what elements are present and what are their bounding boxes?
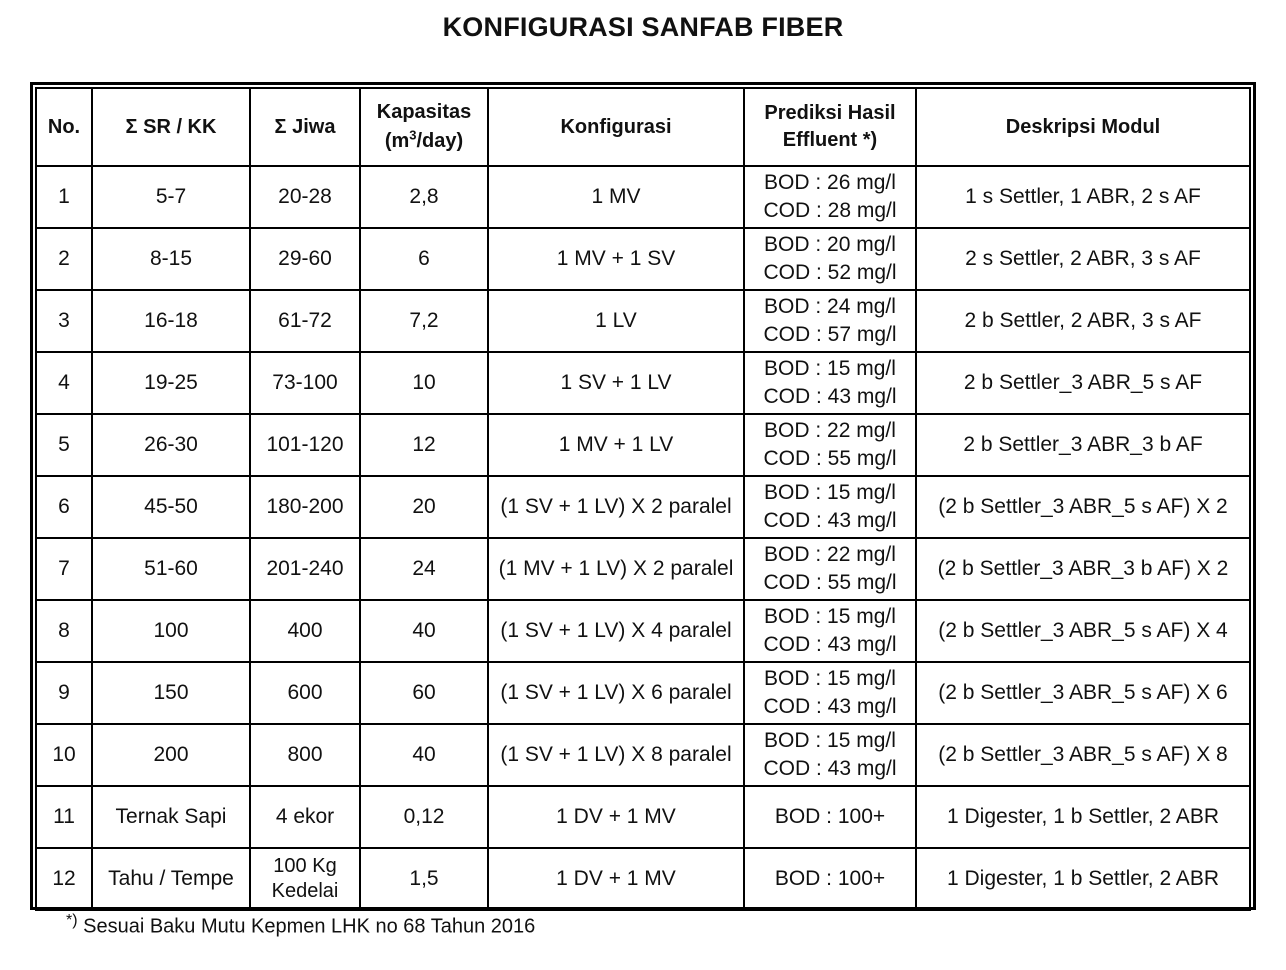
header-no: No.	[36, 88, 92, 166]
header-kapasitas	[360, 88, 488, 166]
bod-value: BOD : 22 mg/l	[764, 542, 896, 566]
cell-jiwa: 73-100	[250, 352, 360, 414]
cell-sr-kk: 100	[92, 600, 250, 662]
cell-sr-kk: Tahu / Tempe	[92, 848, 250, 910]
cell-jiwa: 20-28	[250, 166, 360, 228]
cell-konfigurasi: (1 SV + 1 LV) X 2 paralel	[488, 476, 744, 538]
cell-sr-kk: 51-60	[92, 538, 250, 600]
cod-value: COD : 43 mg/l	[763, 757, 897, 780]
table-row	[36, 166, 1250, 228]
cell-kapasitas: 40	[360, 724, 488, 786]
header-jiwa: Σ Jiwa	[250, 88, 360, 166]
footnote	[66, 912, 535, 939]
header-kapasitas-unit: $(m^3/day)$	[384, 127, 464, 152]
cell-kapasitas: 10	[360, 352, 488, 414]
cell-prediksi	[744, 228, 916, 290]
cell-kapasitas: 12	[360, 414, 488, 476]
cod-value: COD : 57 mg/l	[763, 323, 897, 346]
cod-value: COD : 43 mg/l	[763, 385, 897, 408]
cell-prediksi	[744, 352, 916, 414]
table-row	[36, 352, 1250, 414]
cell-no: 8	[36, 600, 92, 662]
footnote-text: Sesuai Baku Mutu Kepmen LHK no 68 Tahun 2016	[83, 915, 536, 938]
cell-prediksi	[744, 724, 916, 786]
cell-deskripsi: 2 b Settler_3 ABR_3 b AF	[916, 414, 1250, 476]
cell-konfigurasi: (1 SV + 1 LV) X 4 paralel	[488, 600, 744, 662]
cell-no: 9	[36, 662, 92, 724]
cell-prediksi	[744, 600, 916, 662]
cell-prediksi	[744, 786, 916, 848]
cell-no: 7	[36, 538, 92, 600]
cod-value: COD : 55 mg/l	[763, 447, 897, 470]
cell-konfigurasi: (1 SV + 1 LV) X 6 paralel	[488, 662, 744, 724]
bod-value: BOD : 15 mg/l	[764, 728, 896, 752]
cell-kapasitas: 24	[360, 538, 488, 600]
bod-value: BOD : 15 mg/l	[764, 666, 896, 690]
cell-no: 1	[36, 166, 92, 228]
table-row	[36, 600, 1250, 662]
cell-sr-kk: 45-50	[92, 476, 250, 538]
cell-no: 2	[36, 228, 92, 290]
cell-prediksi	[744, 662, 916, 724]
cell-deskripsi: 2 b Settler, 2 ABR, 3 s AF	[916, 290, 1250, 352]
cod-value: COD : 52 mg/l	[763, 261, 897, 284]
cell-jiwa: 61-72	[250, 290, 360, 352]
header-kapasitas-label: Kapasitas	[376, 101, 472, 124]
table-row	[36, 290, 1250, 352]
table-row	[36, 414, 1250, 476]
cod-value: COD : 55 mg/l	[763, 571, 897, 594]
cell-deskripsi: (2 b Settler_3 ABR_5 s AF) X 6	[916, 662, 1250, 724]
cell-no: 11	[36, 786, 92, 848]
cell-jiwa: 800	[250, 724, 360, 786]
cod-value: COD : 28 mg/l	[763, 199, 897, 222]
cell-no: 5	[36, 414, 92, 476]
cell-sr-kk: 26-30	[92, 414, 250, 476]
bod-value: BOD : 100+	[774, 866, 886, 890]
table-row	[36, 476, 1250, 538]
bod-value: BOD : 26 mg/l	[764, 170, 896, 194]
cell-kapasitas: 7,2	[360, 290, 488, 352]
bod-value: BOD : 20 mg/l	[764, 232, 896, 256]
table-header-row	[36, 88, 1250, 166]
bod-value: BOD : 15 mg/l	[764, 480, 896, 504]
cod-value: COD : 43 mg/l	[763, 509, 897, 532]
cell-jiwa: 101-120	[250, 414, 360, 476]
footnote-mark: *)	[66, 912, 78, 929]
cell-no: 4	[36, 352, 92, 414]
bod-value: BOD : 22 mg/l	[764, 418, 896, 442]
cell-konfigurasi: 1 LV	[488, 290, 744, 352]
cell-no: 6	[36, 476, 92, 538]
table-row	[36, 228, 1250, 290]
cell-prediksi	[744, 290, 916, 352]
cell-sr-kk: 200	[92, 724, 250, 786]
header-sr-kk: Σ SR / KK	[92, 88, 250, 166]
cell-deskripsi: 2 b Settler_3 ABR_5 s AF	[916, 352, 1250, 414]
cell-sr-kk: 16-18	[92, 290, 250, 352]
table-row	[36, 724, 1250, 786]
cell-deskripsi: (2 b Settler_3 ABR_5 s AF) X 4	[916, 600, 1250, 662]
cell-kapasitas: 1,5	[360, 848, 488, 910]
table-body	[36, 166, 1250, 910]
cell-deskripsi: (2 b Settler_3 ABR_3 b AF) X 2	[916, 538, 1250, 600]
cell-kapasitas: 60	[360, 662, 488, 724]
cell-prediksi	[744, 476, 916, 538]
cell-deskripsi: 1 Digester, 1 b Settler, 2 ABR	[916, 786, 1250, 848]
cell-kapasitas: 20	[360, 476, 488, 538]
table-row	[36, 848, 1250, 910]
cell-jiwa: 4 ekor	[250, 786, 360, 848]
cell-kapasitas: 6	[360, 228, 488, 290]
cell-jiwa: 180-200	[250, 476, 360, 538]
header-deskripsi: Deskripsi Modul	[916, 88, 1250, 166]
bod-value: BOD : 15 mg/l	[764, 604, 896, 628]
cell-jiwa: 201-240	[250, 538, 360, 600]
cell-deskripsi: 1 Digester, 1 b Settler, 2 ABR	[916, 848, 1250, 910]
cell-deskripsi: (2 b Settler_3 ABR_5 s AF) X 8	[916, 724, 1250, 786]
cell-kapasitas: 0,12	[360, 786, 488, 848]
bod-value: BOD : 100+	[774, 804, 886, 828]
cell-deskripsi: (2 b Settler_3 ABR_5 s AF) X 2	[916, 476, 1250, 538]
cell-konfigurasi: (1 SV + 1 LV) X 8 paralel	[488, 724, 744, 786]
cell-prediksi	[744, 166, 916, 228]
cod-value: COD : 43 mg/l	[763, 695, 897, 718]
cell-prediksi	[744, 538, 916, 600]
cell-konfigurasi: 1 DV + 1 MV	[488, 848, 744, 910]
cell-kapasitas: 40	[360, 600, 488, 662]
cell-prediksi	[744, 414, 916, 476]
header-konfigurasi: Konfigurasi	[488, 88, 744, 166]
cell-sr-kk: 5-7	[92, 166, 250, 228]
cell-deskripsi: 2 s Settler, 2 ABR, 3 s AF	[916, 228, 1250, 290]
cell-sr-kk: 150	[92, 662, 250, 724]
table-row	[36, 538, 1250, 600]
cell-no: 3	[36, 290, 92, 352]
cell-kapasitas: 2,8	[360, 166, 488, 228]
header-prediksi: Prediksi Hasil Effluent *)	[744, 88, 916, 166]
cell-konfigurasi: 1 SV + 1 LV	[488, 352, 744, 414]
page-title: KONFIGURASI SANFAB FIBER	[442, 12, 844, 42]
cell-konfigurasi: 1 MV	[488, 166, 744, 228]
cell-sr-kk: 19-25	[92, 352, 250, 414]
cell-konfigurasi: (1 MV + 1 LV) X 2 paralel	[488, 538, 744, 600]
cell-jiwa: 600	[250, 662, 360, 724]
config-table-frame	[30, 82, 1256, 910]
table-row	[36, 662, 1250, 724]
cell-konfigurasi: 1 DV + 1 MV	[488, 786, 744, 848]
cell-jiwa: 400	[250, 600, 360, 662]
cell-jiwa: 29-60	[250, 228, 360, 290]
cell-no: 10	[36, 724, 92, 786]
cell-konfigurasi: 1 MV + 1 LV	[488, 414, 744, 476]
bod-value: BOD : 24 mg/l	[764, 294, 896, 318]
cell-konfigurasi: 1 MV + 1 SV	[488, 228, 744, 290]
cod-value: COD : 43 mg/l	[763, 633, 897, 656]
cell-sr-kk: Ternak Sapi	[92, 786, 250, 848]
bod-value: BOD : 15 mg/l	[764, 356, 896, 380]
table-row	[36, 786, 1250, 848]
cell-sr-kk: 8-15	[92, 228, 250, 290]
cell-no: 12	[36, 848, 92, 910]
cell-prediksi	[744, 848, 916, 910]
config-table	[35, 87, 1251, 911]
cell-jiwa: 100 Kg Kedelai	[250, 848, 360, 910]
cell-deskripsi: 1 s Settler, 1 ABR, 2 s AF	[916, 166, 1250, 228]
